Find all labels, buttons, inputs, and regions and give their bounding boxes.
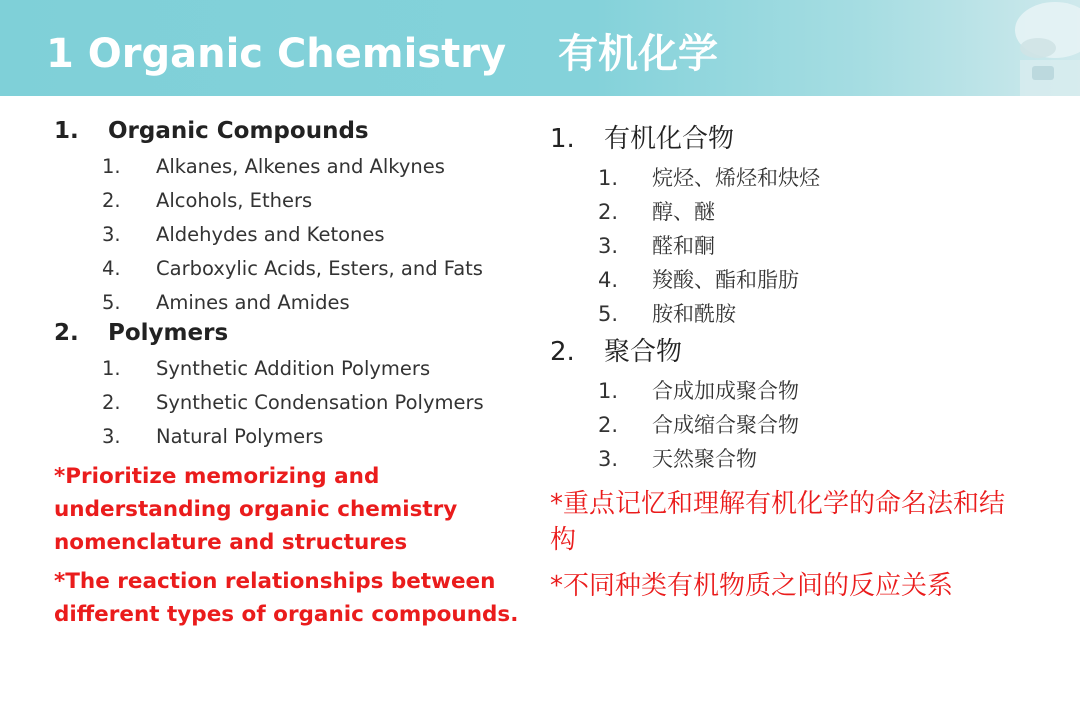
item-text: 醛和酮 bbox=[652, 234, 715, 258]
note-nomenclature-zh: *重点记忆和理解有机化学的命名法和结构 bbox=[550, 489, 1006, 555]
item-text: Alkanes, Alkenes and Alkynes bbox=[156, 155, 445, 178]
lab-glove-illustration bbox=[960, 0, 1080, 96]
chinese-column bbox=[550, 118, 1010, 604]
list-item bbox=[550, 229, 1010, 263]
item-text: Alcohols, Ethers bbox=[156, 189, 313, 212]
item-number: 3. bbox=[598, 234, 619, 258]
list-item bbox=[550, 374, 1010, 408]
list-item bbox=[54, 252, 534, 286]
section-number: 1. bbox=[54, 118, 79, 144]
list-item bbox=[550, 195, 1010, 229]
list-item bbox=[550, 161, 1010, 195]
item-text: Aldehydes and Ketones bbox=[156, 223, 385, 246]
list-item bbox=[550, 408, 1010, 442]
section-polymers bbox=[54, 320, 534, 454]
section-title: 聚合物 bbox=[604, 337, 683, 367]
title-english: 1 Organic Chemistry bbox=[46, 31, 507, 77]
section-organic-compounds bbox=[54, 118, 534, 320]
item-number: 3. bbox=[598, 447, 619, 471]
item-number: 5. bbox=[598, 302, 619, 326]
list-item bbox=[550, 297, 1010, 331]
item-number: 3. bbox=[102, 425, 121, 448]
item-text: 羧酸、酯和脂肪 bbox=[652, 268, 799, 292]
note-reactions: *The reaction relationships between different types of organic compounds. bbox=[54, 569, 519, 627]
list-item bbox=[54, 286, 534, 320]
section-heading bbox=[550, 118, 1010, 155]
item-text: Carboxylic Acids, Esters, and Fats bbox=[156, 257, 483, 280]
note-nomenclature: *Prioritize memorizing and understanding organic chemistry nomenclature and structures bbox=[54, 464, 458, 555]
section-title: Polymers bbox=[108, 320, 229, 346]
list-item bbox=[54, 218, 534, 252]
item-number: 2. bbox=[598, 413, 619, 437]
item-text: Amines and Amides bbox=[156, 291, 350, 314]
section-number: 1. bbox=[550, 124, 575, 154]
list-item bbox=[550, 442, 1010, 476]
list-item bbox=[54, 386, 534, 420]
section-organic-compounds-zh bbox=[550, 118, 1010, 331]
section-heading bbox=[550, 331, 1010, 368]
english-column bbox=[54, 118, 534, 631]
item-text: 合成缩合聚合物 bbox=[652, 413, 799, 437]
list-item bbox=[550, 263, 1010, 297]
section-heading bbox=[54, 320, 534, 346]
section-number: 2. bbox=[550, 337, 575, 367]
item-number: 1. bbox=[598, 166, 619, 190]
note-reactions-zh: *不同种类有机物质之间的反应关系 bbox=[550, 571, 954, 601]
item-number: 2. bbox=[102, 189, 121, 212]
list-item bbox=[54, 150, 534, 184]
item-number: 1. bbox=[598, 379, 619, 403]
item-number: 3. bbox=[102, 223, 121, 246]
title-chinese: 有机化学 bbox=[558, 31, 719, 77]
item-number: 4. bbox=[598, 268, 619, 292]
item-text: Synthetic Addition Polymers bbox=[156, 357, 431, 380]
section-polymers-zh bbox=[550, 331, 1010, 476]
item-text: Synthetic Condensation Polymers bbox=[156, 391, 484, 414]
item-number: 4. bbox=[102, 257, 121, 280]
section-heading bbox=[54, 118, 534, 144]
section-title: Organic Compounds bbox=[108, 118, 369, 144]
section-number: 2. bbox=[54, 320, 79, 346]
section-title: 有机化合物 bbox=[604, 124, 735, 154]
slide-title bbox=[46, 22, 770, 79]
list-item bbox=[54, 184, 534, 218]
item-number: 2. bbox=[598, 200, 619, 224]
item-text: 胺和酰胺 bbox=[652, 302, 736, 326]
item-text: 天然聚合物 bbox=[652, 447, 757, 471]
item-text: 烷烃、烯烃和炔烃 bbox=[652, 166, 820, 190]
item-text: Natural Polymers bbox=[156, 425, 324, 448]
item-text: 醇、醚 bbox=[652, 200, 715, 224]
item-number: 1. bbox=[102, 155, 121, 178]
list-item bbox=[54, 352, 534, 386]
item-number: 2. bbox=[102, 391, 121, 414]
item-number: 1. bbox=[102, 357, 121, 380]
item-number: 5. bbox=[102, 291, 121, 314]
item-text: 合成加成聚合物 bbox=[652, 379, 799, 403]
slide-header bbox=[0, 0, 1080, 96]
list-item bbox=[54, 420, 534, 454]
